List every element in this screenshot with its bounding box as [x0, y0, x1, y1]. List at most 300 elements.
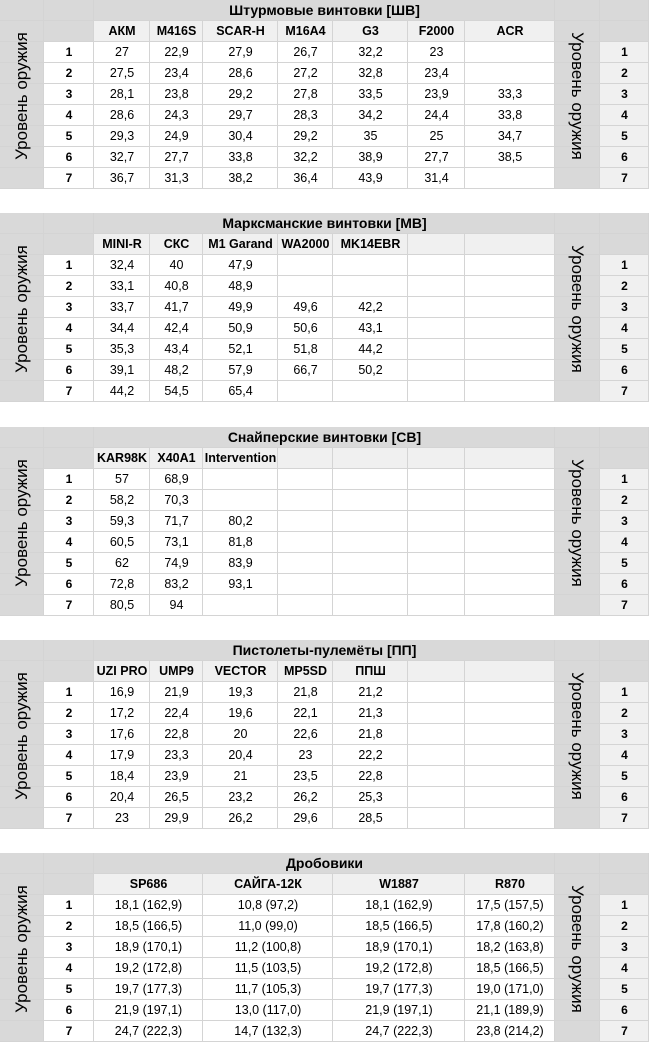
table-cell: [465, 318, 555, 339]
cell-value: 19,7 (177,3): [365, 982, 433, 996]
cell-value: 34,4: [109, 321, 135, 335]
level-number: 2: [65, 706, 73, 720]
column-header: G3: [362, 24, 379, 38]
table-cell: [333, 532, 408, 553]
cell-value: 17,6: [109, 727, 135, 741]
level-number: 6: [65, 790, 73, 804]
cell-value: 31,3: [164, 171, 189, 185]
table-cell: [465, 553, 555, 574]
cell-value: 24,9: [164, 129, 189, 143]
level-number: 2: [65, 279, 73, 293]
table-cell: [465, 511, 555, 532]
level-number: 3: [65, 727, 73, 741]
cell-value: 24,4: [424, 108, 449, 122]
cell-value: 27,9: [228, 45, 253, 59]
cell-value: 18,5 (166,5): [476, 961, 544, 975]
cell-value: 19,3: [228, 685, 253, 699]
grid-cell: [555, 381, 600, 402]
cell-value: 16,9: [109, 685, 135, 699]
level-number: 7: [65, 1024, 73, 1038]
cell-value: 22,9: [164, 45, 189, 59]
cell-value: 71,7: [164, 514, 189, 528]
table-cell: [333, 553, 408, 574]
cell-value: 23,5: [293, 769, 318, 783]
table-cell: [465, 787, 555, 808]
table-cell: [408, 469, 465, 490]
level-number: 2: [65, 919, 73, 933]
cell-value: 49,6: [293, 300, 318, 314]
cell-value: 68,9: [164, 472, 189, 486]
level-number: 2: [65, 66, 73, 80]
cell-value: 23,3: [164, 748, 189, 762]
header-cell: [408, 661, 465, 682]
cell-value: 48,2: [164, 363, 189, 377]
cell-value: 25,3: [358, 790, 383, 804]
column-header: MINI-R: [102, 237, 142, 251]
level-number: 5: [65, 556, 73, 570]
cell-value: 24,7 (222,3): [114, 1024, 183, 1038]
cell-value: 34,2: [358, 108, 383, 122]
table-cell: [465, 703, 555, 724]
cell-value: 34,7: [497, 129, 523, 143]
level-number: 1: [65, 45, 73, 59]
cell-value: 21,9: [164, 685, 189, 699]
cell-value: 21,1 (189,9): [476, 1003, 544, 1017]
grid-cell: [44, 853, 94, 874]
table-cell: [465, 255, 555, 276]
row-label-left: Уровень оружия: [12, 458, 31, 587]
cell-value: 24,3: [164, 108, 189, 122]
level-number: 1: [65, 685, 73, 699]
table-cell: [203, 490, 278, 511]
cell-value: 29,6: [293, 811, 318, 825]
level-number: 4: [65, 535, 73, 549]
header-cell: [465, 448, 555, 469]
column-header: F2000: [418, 24, 455, 38]
section-title: Пистолеты-пулемёты [ПП]: [232, 642, 417, 658]
column-header: KAR98K: [96, 451, 147, 465]
table-cell: [278, 595, 333, 616]
column-header: САЙГА-12К: [234, 877, 302, 891]
column-header: АКМ: [108, 24, 136, 38]
grid-cell: [600, 874, 649, 895]
level-number: 5: [65, 769, 73, 783]
level-number: 1: [621, 258, 628, 272]
cell-value: 27,7: [164, 150, 189, 164]
header-cell: [465, 234, 555, 255]
cell-value: 14,7 (132,3): [234, 1024, 302, 1038]
cell-value: 28,1: [109, 87, 135, 101]
cell-value: 32,7: [109, 150, 135, 164]
level-number: 6: [621, 363, 628, 377]
cell-value: 24,7 (222,3): [365, 1024, 433, 1038]
grid-cell: [44, 21, 94, 42]
cell-value: 18,1 (162,9): [114, 898, 183, 912]
grid-cell: [0, 1021, 44, 1042]
row-label-right: Уровень оружия: [568, 884, 587, 1013]
grid-cell: [0, 595, 44, 616]
table-cell: [408, 787, 465, 808]
header-cell: [333, 448, 408, 469]
level-number: 4: [65, 961, 73, 975]
table-cell: [278, 574, 333, 595]
level-number: 1: [65, 258, 73, 272]
grid-cell: [0, 427, 44, 448]
grid-cell: [44, 448, 94, 469]
level-number: 1: [621, 685, 628, 699]
level-number: 6: [65, 150, 73, 164]
level-number: 7: [621, 171, 628, 185]
column-header: SP686: [129, 877, 168, 891]
table-cell: [465, 42, 555, 63]
table-cell: [465, 808, 555, 829]
table-cell: [278, 511, 333, 532]
grid-cell: [44, 234, 94, 255]
grid-cell: [600, 234, 649, 255]
grid-cell: [0, 853, 44, 874]
cell-value: 11,5 (103,5): [234, 961, 302, 975]
table-cell: [408, 703, 465, 724]
level-number: 2: [621, 919, 628, 933]
table-cell: [203, 469, 278, 490]
table-cell: [333, 595, 408, 616]
table-cell: [408, 511, 465, 532]
cell-value: 23: [429, 45, 444, 59]
cell-value: 43,9: [358, 171, 383, 185]
cell-value: 26,5: [164, 790, 189, 804]
table-cell: [465, 168, 555, 189]
cell-value: 29,3: [109, 129, 135, 143]
cell-value: 70,3: [164, 493, 189, 507]
cell-value: 20: [233, 727, 248, 741]
level-number: 6: [621, 790, 628, 804]
column-header: VECTOR: [214, 664, 267, 678]
cell-value: 29,9: [164, 811, 189, 825]
cell-value: 19,6: [228, 706, 253, 720]
table-cell: [465, 745, 555, 766]
level-number: 3: [65, 940, 73, 954]
table-section: [0, 0, 649, 192]
cell-value: 23,8: [164, 87, 189, 101]
cell-value: 49,9: [228, 300, 253, 314]
row-label-left: Уровень оружия: [12, 31, 31, 160]
column-header: Intervention: [204, 451, 277, 465]
column-header: ППШ: [355, 664, 386, 678]
cell-value: 18,1 (162,9): [365, 898, 433, 912]
level-number: 3: [65, 87, 73, 101]
cell-value: 33,5: [358, 87, 383, 101]
table-cell: [408, 255, 465, 276]
level-number: 4: [65, 748, 73, 762]
table-cell: [465, 276, 555, 297]
level-number: 4: [65, 321, 73, 335]
cell-value: 17,9: [109, 748, 135, 762]
grid-cell: [600, 448, 649, 469]
table-cell: [465, 297, 555, 318]
level-number: 5: [621, 982, 628, 996]
cell-value: 57: [115, 472, 129, 486]
cell-value: 65,4: [228, 384, 253, 398]
cell-value: 18,5 (166,5): [114, 919, 183, 933]
cell-value: 23,2: [228, 790, 253, 804]
level-number: 2: [621, 66, 628, 80]
cell-value: 44,2: [109, 384, 135, 398]
cell-value: 30,4: [228, 129, 253, 143]
level-number: 3: [621, 940, 628, 954]
level-number: 5: [65, 129, 73, 143]
column-header: SCAR-H: [216, 24, 265, 38]
cell-value: 80,2: [228, 514, 253, 528]
table-cell: [278, 381, 333, 402]
table-cell: [278, 553, 333, 574]
cell-value: 33,8: [228, 150, 253, 164]
cell-value: 42,2: [358, 300, 383, 314]
level-number: 5: [621, 769, 628, 783]
cell-value: 21,2: [358, 685, 383, 699]
grid-cell: [0, 0, 44, 21]
cell-value: 94: [169, 598, 184, 612]
cell-value: 44,2: [358, 342, 383, 356]
cell-value: 21,3: [358, 706, 383, 720]
cell-value: 29,2: [293, 129, 318, 143]
level-number: 1: [65, 898, 73, 912]
table-cell: [408, 339, 465, 360]
cell-value: 58,2: [109, 493, 135, 507]
level-number: 4: [65, 108, 73, 122]
cell-value: 60,5: [109, 535, 135, 549]
column-header: W1887: [379, 877, 419, 891]
table-cell: [333, 381, 408, 402]
column-header: M416S: [156, 24, 197, 38]
table-cell: [408, 808, 465, 829]
table-cell: [278, 490, 333, 511]
table-cell: [333, 255, 408, 276]
grid-cell: [600, 661, 649, 682]
cell-value: 29,2: [228, 87, 253, 101]
cell-value: 27,7: [424, 150, 449, 164]
header-cell: [278, 448, 333, 469]
table-cell: [408, 682, 465, 703]
cell-value: 51,8: [293, 342, 318, 356]
cell-value: 39,1: [109, 363, 135, 377]
level-number: 3: [621, 514, 628, 528]
cell-value: 28,6: [109, 108, 135, 122]
table-section: [0, 213, 649, 405]
cell-value: 21,8: [293, 685, 318, 699]
table-cell: [203, 595, 278, 616]
cell-value: 43,4: [164, 342, 189, 356]
cell-value: 19,2 (172,8): [114, 961, 183, 975]
grid-cell: [0, 808, 44, 829]
table-section: [0, 853, 649, 1045]
grid-cell: [44, 874, 94, 895]
grid-cell: [600, 427, 649, 448]
level-number: 3: [621, 727, 628, 741]
level-number: 7: [65, 811, 73, 825]
column-header: X40A1: [157, 451, 196, 465]
cell-value: 50,2: [358, 363, 383, 377]
grid-cell: [555, 1021, 600, 1042]
level-number: 5: [621, 129, 628, 143]
cell-value: 28,6: [228, 66, 253, 80]
column-header: UMP9: [159, 664, 194, 678]
table-cell: [278, 469, 333, 490]
cell-value: 40,8: [164, 279, 189, 293]
table-section: [0, 427, 649, 619]
cell-value: 73,1: [164, 535, 189, 549]
section-title: Дробовики: [285, 855, 364, 871]
cell-value: 36,4: [293, 171, 318, 185]
level-number: 2: [65, 493, 73, 507]
level-number: 2: [621, 279, 628, 293]
grid-cell: [555, 853, 600, 874]
table-cell: [333, 276, 408, 297]
cell-value: 28,5: [358, 811, 383, 825]
level-number: 7: [621, 384, 628, 398]
cell-value: 20,4: [228, 748, 253, 762]
cell-value: 40: [169, 258, 184, 272]
table-cell: [465, 490, 555, 511]
grid-cell: [555, 595, 600, 616]
table-cell: [408, 276, 465, 297]
cell-value: 13,0 (117,0): [234, 1003, 302, 1017]
cell-value: 17,5 (157,5): [476, 898, 544, 912]
table-cell: [465, 381, 555, 402]
cell-value: 21,9 (197,1): [114, 1003, 183, 1017]
cell-value: 23,9: [424, 87, 449, 101]
table-cell: [465, 766, 555, 787]
cell-value: 26,2: [293, 790, 318, 804]
cell-value: 20,4: [109, 790, 135, 804]
level-number: 3: [621, 300, 628, 314]
cell-value: 25: [429, 129, 444, 143]
cell-value: 22,6: [293, 727, 318, 741]
cell-value: 18,9 (170,1): [365, 940, 433, 954]
table-cell: [333, 490, 408, 511]
cell-value: 22,2: [358, 748, 383, 762]
grid-cell: [600, 853, 649, 874]
cell-value: 26,2: [228, 811, 253, 825]
section-title: Снайперские винтовки [СВ]: [227, 429, 422, 445]
table-cell: [408, 574, 465, 595]
level-number: 5: [621, 556, 628, 570]
cell-value: 17,8 (160,2): [476, 919, 544, 933]
level-number: 1: [621, 45, 628, 59]
grid-cell: [600, 213, 649, 234]
cell-value: 27: [115, 45, 129, 59]
table-cell: [408, 724, 465, 745]
cell-value: 10,8 (97,2): [237, 898, 299, 912]
cell-value: 27,2: [293, 66, 318, 80]
grid-cell: [600, 0, 649, 21]
cell-value: 19,7 (177,3): [114, 982, 183, 996]
row-label-right: Уровень оружия: [568, 31, 587, 160]
row-label-right: Уровень оружия: [568, 671, 587, 800]
cell-value: 33,1: [109, 279, 135, 293]
cell-value: 22,1: [293, 706, 318, 720]
cell-value: 33,3: [497, 87, 523, 101]
header-cell: [408, 234, 465, 255]
cell-value: 32,4: [109, 258, 135, 272]
cell-value: 31,4: [424, 171, 449, 185]
cell-value: 21: [233, 769, 248, 783]
table-section: [0, 640, 649, 832]
table-cell: [333, 574, 408, 595]
cell-value: 27,5: [109, 66, 135, 80]
table-cell: [408, 553, 465, 574]
cell-value: 38,9: [358, 150, 383, 164]
table-cell: [465, 724, 555, 745]
cell-value: 18,9 (170,1): [114, 940, 183, 954]
grid-cell: [555, 640, 600, 661]
level-number: 6: [65, 1003, 73, 1017]
cell-value: 93,1: [228, 577, 253, 591]
cell-value: 38,2: [228, 171, 253, 185]
level-number: 3: [621, 87, 628, 101]
cell-value: 35: [363, 129, 378, 143]
level-number: 6: [65, 363, 73, 377]
table-cell: [333, 511, 408, 532]
cell-value: 57,9: [228, 363, 253, 377]
grid-cell: [600, 21, 649, 42]
level-number: 7: [621, 811, 628, 825]
cell-value: 62: [115, 556, 129, 570]
column-header: MK14EBR: [340, 237, 401, 251]
level-number: 7: [621, 1024, 628, 1038]
level-number: 6: [621, 577, 628, 591]
column-header: R870: [495, 877, 525, 891]
level-number: 7: [65, 384, 73, 398]
table-cell: [465, 574, 555, 595]
table-cell: [465, 360, 555, 381]
grid-cell: [0, 168, 44, 189]
table-cell: [408, 532, 465, 553]
cell-value: 32,8: [358, 66, 383, 80]
grid-cell: [0, 381, 44, 402]
cell-value: 33,7: [109, 300, 135, 314]
table-cell: [408, 297, 465, 318]
cell-value: 74,9: [164, 556, 189, 570]
grid-cell: [44, 0, 94, 21]
cell-value: 41,7: [164, 300, 189, 314]
table-cell: [278, 255, 333, 276]
level-number: 6: [621, 1003, 628, 1017]
cell-value: 18,2 (163,8): [476, 940, 544, 954]
level-number: 4: [621, 321, 628, 335]
table-cell: [408, 360, 465, 381]
level-number: 5: [65, 342, 73, 356]
table-cell: [408, 766, 465, 787]
level-number: 5: [65, 982, 73, 996]
grid-cell: [555, 427, 600, 448]
cell-value: 50,6: [293, 321, 318, 335]
cell-value: 23: [115, 811, 129, 825]
level-number: 6: [65, 577, 73, 591]
row-label-left: Уровень оружия: [12, 884, 31, 1013]
column-header: СКС: [163, 237, 190, 251]
column-header: M1 Garand: [208, 237, 273, 251]
cell-value: 21,9 (197,1): [365, 1003, 433, 1017]
grid-cell: [44, 661, 94, 682]
column-header: MP5SD: [283, 664, 328, 678]
cell-value: 38,5: [497, 150, 523, 164]
cell-value: 47,9: [228, 258, 253, 272]
column-header: M16A4: [285, 24, 326, 38]
level-number: 4: [621, 961, 628, 975]
table-cell: [465, 339, 555, 360]
header-cell: [408, 448, 465, 469]
table-cell: [278, 532, 333, 553]
